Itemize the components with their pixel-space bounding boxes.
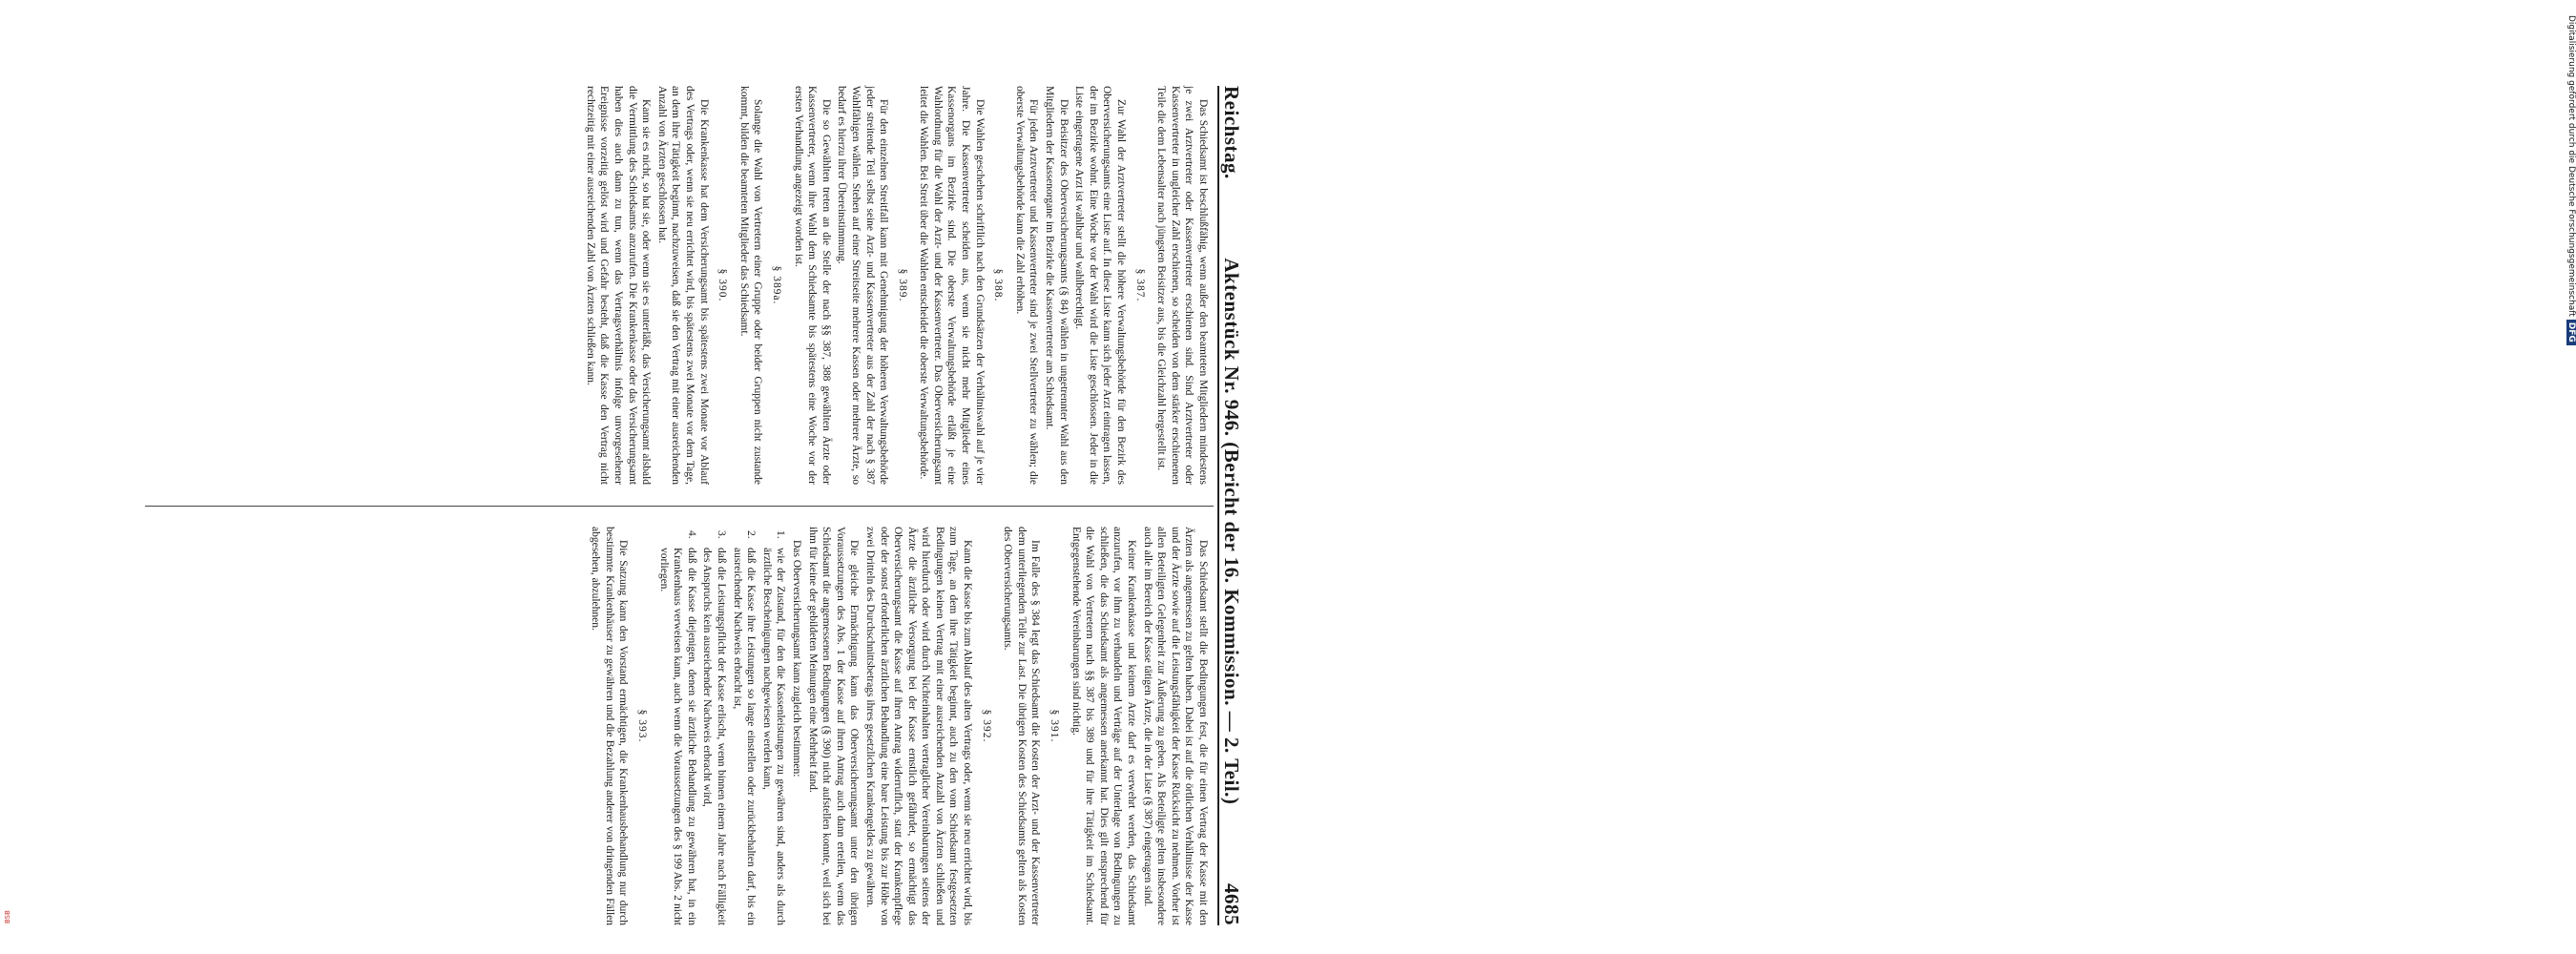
list-item — [656, 527, 698, 925]
list-item — [730, 527, 758, 925]
paragraph: Zur Wahl der Arztvertreter stellt die höhere Verwaltungsbehörde für den Bezirk des Oberversicherungsamts eine Liste auf. In diese Liste kann sich jeder Arzt eintragen lassen, der im Bezirke wohnt. Eine Woche vor der Wahl wird die Liste geschlossen. Jeder in die Liste eingetragene Arzt ist wahlbar und wahlberechtigt. — [1073, 86, 1128, 485]
list-text: daß die Leistungspflicht der Kasse erlischt, wenn binnen einem Jahre nach Fälligkeit des Anspruchs kein ausreichender Nachweis erbracht wird, — [701, 548, 727, 925]
page-header — [1217, 86, 1250, 925]
section-heading: § 387. — [1133, 268, 1146, 302]
paragraph: Kann sie es nicht, so hat sie, oder wenn sie es unterläßt, das Versicherungsamt alsbald die Vermittlung des Schiedsamts anzurufen. Die Krankenkasse oder das Versicherungsamt haben dies auch dann zu tun, wenn das Vertragsverhältnis infolge unvorgesehener Ereignisse vorzeitig gelöst wird und Gefahr besteht, daß die Kasse den Vertrag nicht rechtzeitig mit einer ausreichenden Zahl von Ärzten schließen kann. — [584, 86, 653, 485]
section-heading: § 391. — [1049, 709, 1061, 743]
page-number: 4685 — [1220, 883, 1243, 925]
paragraph: Die Beisitzer des Oberversicherungsamts (§ 84) wählen in ungetrennter Wahl aus den Mitgliedern der Kassenorgane im Bezirke die Kassenvertreter am Schiedsamt. — [1044, 86, 1070, 485]
section-heading: § 388. — [992, 268, 1005, 302]
list-text: wie der Zustand, für den die Kassenleistungen zu gewähren sind, anders als durch ärztliche Bescheinigungen nachgewiesen werden kann, — [760, 548, 787, 925]
paragraph: Keiner Krankenkasse und keinem Arzte darf es verwehrt werden, das Schiedsamt anzurufen, vor ihm zu verhandeln und Verträge auf der Unterlage von Bedingungen zu schließen, die das Schiedsamt als angemessen anerkannt hat. Dies gilt entsprechend für die Wahl von Vertretern nach §§ 387 bis 389 und für ihre Tätigkeit im Schiedsamt. Entgegenstehende Vereinbarungen sind nichtig. — [1070, 527, 1138, 925]
list-item — [759, 527, 787, 925]
list-number: 4. — [685, 530, 697, 539]
bsb-mark: BSB — [4, 910, 11, 923]
list-number: 1. — [775, 530, 787, 539]
section-heading: § 393. — [636, 709, 649, 743]
paragraph: Die Satzung kann den Vorstand ermächtigen, die Krankenhausbehandlung nur durch bestimmte Krankenhäuser zu gewähren und die Bezahlung anderer von dringenden Fällen abgesehen, abzulehnen. — [590, 527, 630, 925]
numbered-list — [656, 527, 787, 925]
paragraph: Die Wahlen geschehen schriftlich nach den Grundsätzen der Verhältniswahl auf je vier Jahre. Die Kassenvertreter scheiden aus, wenn sie nicht mehr Mitglieder eines Kassenorgans im Bezirke sind. Die oberste Verwaltungsbehörde erläßt je eine Wahlordnung für die Wahl der Arzt- und der Kassenvertreter. Das Oberversicherungsamt leitet die Wahlen. Bei Streit über die Wahlen entscheidet die oberste Verwaltungsbehörde. — [918, 86, 986, 485]
header-left: Reichstag. — [1220, 86, 1243, 179]
list-item — [700, 527, 728, 925]
paragraph: Solange die Wahl von Vertretern einer Gruppe oder beider Gruppen nicht zustande kommt, bilden die beamteten Mitglieder das Schiedsamt. — [737, 86, 764, 485]
right-column — [587, 527, 1210, 925]
paragraph: Die gleiche Ermächtigung kann das Oberversicherungsamt unter den übrigen Voraussetzungen des Abs. 1 der Kasse auf ihren Antrag auch dann erteilen, wenn das Schiedsamt die angemessenen Bedingungen (§ 390) nicht aufstellen konnte, weil sich bei ihm für keine der gebildeten Meinungen eine Mehrheit fand. — [806, 527, 861, 925]
column-divider — [145, 506, 1214, 507]
header-title: Aktenstück Nr. 946. (Bericht der 16. Kommission. — 2. Teil.) — [1220, 258, 1243, 805]
paragraph: Die so Gewählten treten an die Stelle der nach §§ 387, 388 gewählten Ärzte oder Kassenvertreter, wenn ihre Wahl dem Schiedsamte bis spätestens eine Woche vor der ersten Verhandlung angezeigt worden ist. — [792, 86, 832, 485]
section-heading: § 392. — [980, 709, 992, 743]
paragraph: Für den einzelnen Streitfall kann mit Genehmigung der höheren Verwaltungsbehörde jeder streitende Teil selbst seine Arzt- und Kassenvertreter aus der Zahl der nach § 387 Wahlfähigen wählen. Stehen auf einer Streitseite mehrere Kassen oder mehrere Ärzte, so bedarf es hierzu ihrer Übereinstimmung. — [836, 86, 890, 485]
list-number: 3. — [716, 530, 727, 539]
left-column — [581, 86, 1210, 485]
digitization-note — [2566, 15, 2576, 345]
document-page — [86, 86, 1250, 925]
paragraph: Im Falle des § 384 legt das Schiedsamt die Kosten der Arzt- und der Kassenvertreter dem unterliegenden Teile zur Last. Die übrigen Kosten des Schiedsamts gelten als Kosten des Oberversicherungsamts. — [1002, 527, 1042, 925]
digitization-text: Digitalisierung gefördert durch die Deutsche Forschungsgemeinschaft — [2566, 15, 2576, 317]
paragraph: Das Schiedsamt ist beschlußfähig, wenn außer den beamteten Mitgliedern mindestens je zwei Arztvertreter oder Kassenvertreter erschienen sind. Sind Arztvertreter oder Kassenvertreter in ungleicher Zahl erschienen, so scheiden von dem stärker erschienenen Teile die dem Lebensalter nach jüngsten Beisitzer aus, bis die Gleichzahl hergestellt ist. — [1155, 86, 1209, 485]
scan-margin — [1278, 0, 2576, 954]
paragraph: Die Krankenkasse hat dem Versicherungsamt bis spätestens zwei Monate vor Ablauf des Vertrags oder, wenn sie neu errichtet wird, bis spätestens zwei Monate vor dem Tage, an dem ihre Tätigkeit beginnt, nachzuweisen, daß sie den Vertrag mit einer ausreichenden Anzahl von Ärzten geschlossen hat. — [655, 86, 710, 485]
paragraph: Das Schiedsamt stellt die Bedingungen fest, die für einen Vertrag der Kasse mit den Ärzten als angemessen zu gelten haben. Dabei ist auf die örtlichen Verhältnisse der Kasse und der Ärzte sowie auf die Leistungsfähigkeit der Kasse Rücksicht zu nehmen. Vorher ist allen Beteiligten Gelegenheit zur Äußerung zu geben. Als Beteiligte gelten insbesondere auch alle im Bereich der Kasse tätigen Ärzte, die in der Liste (§ 387) eingetragen sind. — [1141, 527, 1209, 925]
dfg-logo: DFG — [2566, 320, 2576, 345]
list-text: daß die Kasse diejenigen, denen sie ärztliche Behandlung zu gewähren hat, in ein Krankenhaus verweisen kann, auch wenn die Voraussetzungen des § 199 Abs. 2 nicht vorliegen. — [657, 548, 697, 925]
list-number: 2. — [745, 530, 758, 539]
paragraph: Das Oberversicherungsamt kann zugleich bestimmen: — [790, 540, 802, 778]
paragraph: Für jeden Arztvertreter und Kassenvertreter sind je zwei Stellvertreter zu wählen; die oberste Verwaltungsbehörde kann die Zahl erhöhen. — [1013, 86, 1040, 485]
section-heading: § 389a. — [770, 265, 782, 305]
paragraph: Kann die Kasse bis zum Ablauf des alten Vertrags oder, wenn sie neu errichtet wird, bis zum Tage, an dem ihre Tätigkeit beginnt, auch zu den vom Schiedsamt festgesetzten Bedingungen keinen Vertrag mit einer ausreichenden Anzahl von Ärzten schließen und wird hierdurch oder wird durch Nichteinhalten vertraglicher Vereinbarungen seitens der Ärzte die ärztliche Versorgung bei der Kasse ernstlich gefährdet, so ermächtigt das Oberversicherungsamt die Kasse auf ihren Antrag widerruflich, statt der Krankenpflege oder der sonst erforderlichen ärztlichen Behandlung eine bare Leistung bis zur Höhe von zwei Dritteln des Durchschnittsbetrags ihres gesetzlichen Krankengeldes zu gewähren. — [863, 527, 974, 925]
list-text: daß die Kasse ihre Leistungen so lange einstellen oder zurückbehalten darf, bis ein ausreichender Nachweis erbracht ist, — [731, 548, 758, 925]
section-heading: § 390. — [717, 268, 729, 302]
section-heading: § 389. — [896, 268, 908, 302]
